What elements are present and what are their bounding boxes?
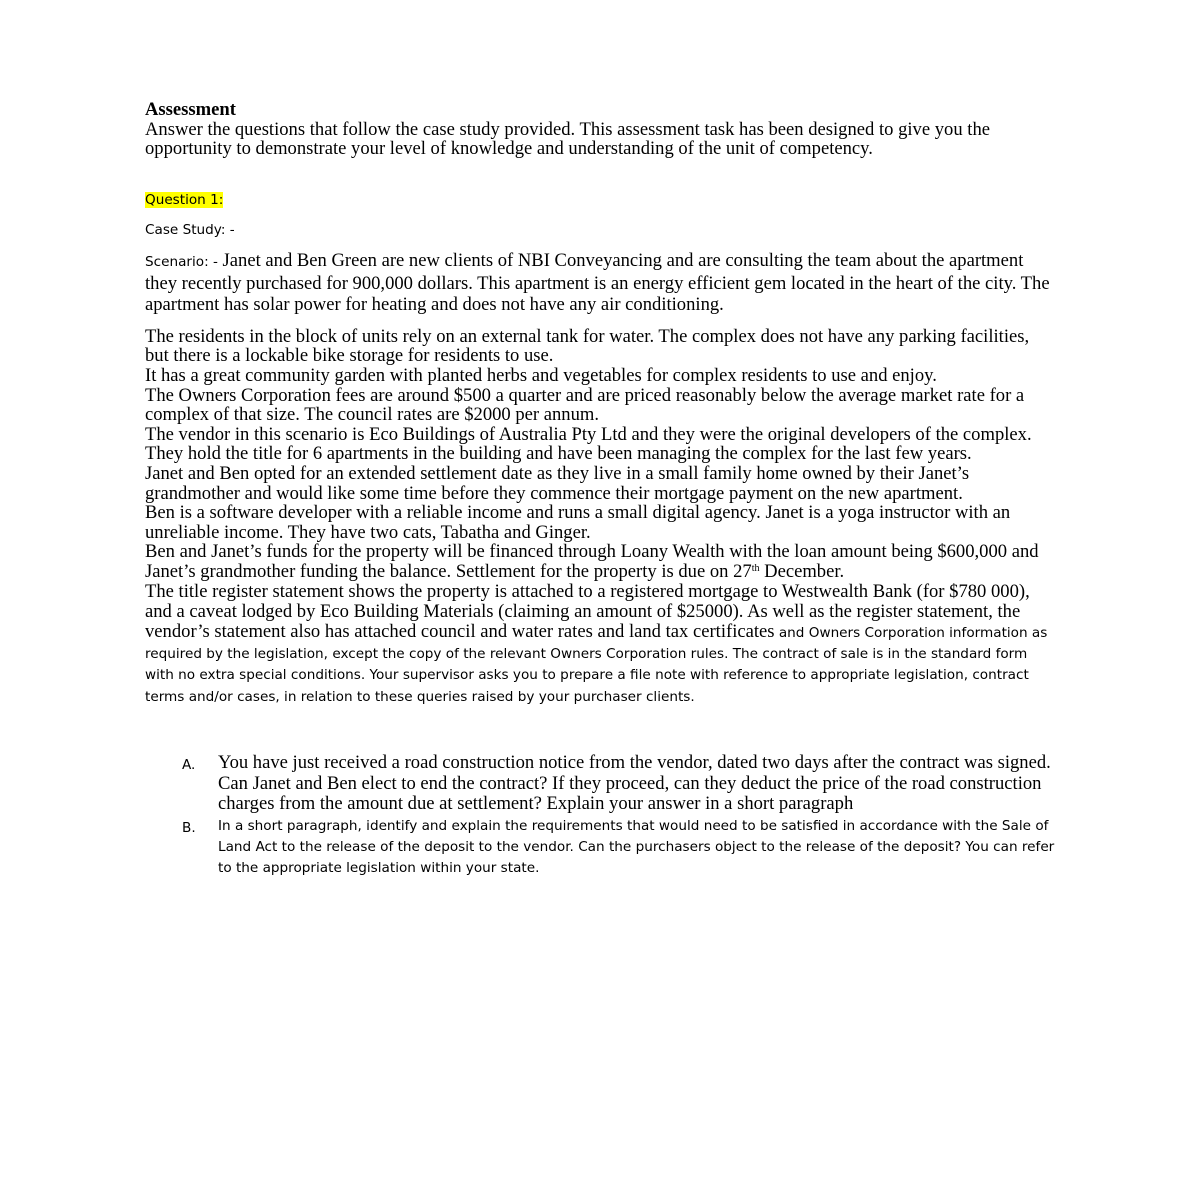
paragraph-occupations: Ben is a software developer with a reliable income and runs a small digital agency. Janet is a yoga instructor with an unreliable income. They have two cats, Tabatha and Ginger. [145, 502, 1011, 543]
title-register-text: The title register statement shows the property is attached to a registered mortgage to Westwealth Bank (for $780 000), and a caveat lodged by Eco Building Materials (claiming an amount of $25000). As well as the register statement, the vendor’s statement also has attached council and water rates and land tax certificates [145, 580, 1030, 642]
question-a-text: You have just received a road construction notice from the vendor, dated two days after the contract was signed. Can Janet and Ben elect to end the contract? If they proceed, can they deduct the price of the road construction charges from the amount due at settlement? Explain your answer in a short paragraph [218, 751, 1051, 815]
paragraph-settlement-date: Janet and Ben opted for an extended settlement date as they live in a small family home owned by their Janet’s grandmother and would like some time before they commence their mortgage payment on the new apartment. [145, 462, 970, 504]
scenario-label: Scenario: - [145, 253, 218, 270]
document-page [145, 100, 1055, 879]
list-marker: A. [182, 756, 196, 773]
funding-text: Ben and Janet’s funds for the property will be financed through Loany Wealth with the loan amount being $600,000 and Janet’s grandmother funding the balance. Settlement for the property is due on 27 [145, 541, 1039, 582]
question-highlight: Question 1: [145, 191, 224, 208]
paragraph-vendor: The vendor in this scenario is Eco Buildings of Australia Pty Ltd and they were the original developers of the complex. They hold the title for 6 apartments in the building and have been managing the complex for the last few years. [145, 423, 1032, 465]
paragraph-water-parking: The residents in the block of units rely on an external tank for water. The complex does not have any parking facilities, but there is a lockable bike storage for residents to use. [145, 325, 1030, 367]
paragraph-owners-corporation: The Owners Corporation fees are around $500 a quarter and are priced reasonably below the average market rate for a complex of that size. The council rates are $2000 per annum. [145, 384, 1025, 426]
list-item [145, 753, 1055, 815]
paragraph-funding [145, 542, 1055, 581]
intro-paragraph: Answer the questions that follow the case study provided. This assessment task has been designed to give you the opportunity to demonstrate your level of knowledge and understanding of the unit of competency. [145, 118, 990, 160]
list-marker: B. [182, 820, 196, 837]
list-item [145, 816, 1055, 878]
title-register-text-sans: and Owners Corporation information as required by the legislation, except the copy of the relevant Owners Corporation rules. The contract of sale is in the standard form with no extra special conditions. Your supervisor asks you to prepare a file note with reference to appropriate legislation, contract terms and/or cases, in relation to these queries raised by your purchaser clients. [145, 624, 1048, 705]
funding-text-end: December. [759, 560, 845, 582]
question-list [145, 753, 1055, 879]
scenario-text: Janet and Ben Green are new clients of NBI Conveyancing and are consulting the team about the apartment they recently purchased for 900,000 dollars. This apartment is an energy efficient gem located in the heart of the city. The apartment has solar power for heating and does not have any air conditioning. [145, 249, 1050, 316]
question-label [145, 190, 1055, 210]
question-b-text: In a short paragraph, identify and explain the requirements that would need to be satisfied in accordance with the Sale of Land Act to the release of the deposit to the vendor. Can the purchasers object to the release of the deposit? You can refer to the appropriate legislation within your state. [218, 818, 1055, 876]
scenario-paragraph [145, 250, 1055, 316]
paragraph-garden: It has a great community garden with planted herbs and vegetables for complex residents to use and enjoy. [145, 364, 937, 386]
case-study-label: Case Study: - [145, 221, 235, 238]
date-superscript: th [751, 562, 760, 574]
paragraph-title-register [145, 582, 1055, 707]
page-title: Assessment [145, 99, 236, 120]
